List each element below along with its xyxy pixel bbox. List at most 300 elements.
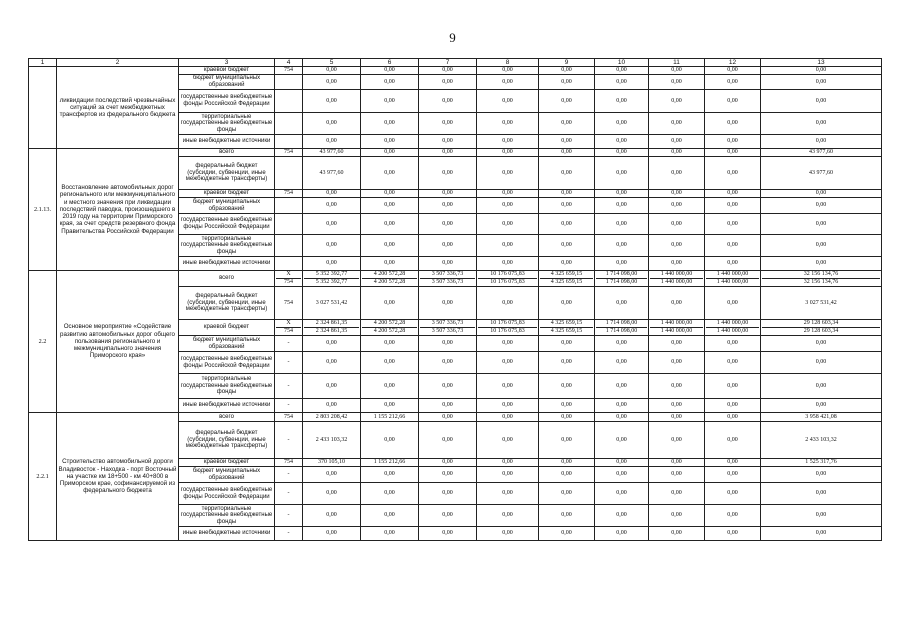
header-cell: 2 [57, 59, 179, 67]
amount-cell: 0,00 [761, 399, 882, 413]
amount-cell [705, 271, 761, 287]
amount-cell: 0,00 [595, 374, 649, 399]
grbs-code [275, 235, 303, 257]
amount-cell: 0,00 [303, 352, 361, 374]
amount-cell: 2 433 103,32 [761, 422, 882, 459]
amount-cell: 0,00 [419, 505, 477, 527]
amount-cell: 0,00 [477, 135, 539, 149]
grbs-code [275, 75, 303, 90]
amount-cell: 0,00 [705, 505, 761, 527]
header-cell: 5 [303, 59, 361, 67]
amount-cell: 3 027 531,42 [761, 287, 882, 320]
funding-source: краевой бюджет [179, 67, 275, 75]
amount-cell: 0,00 [361, 235, 419, 257]
funding-source: всего [179, 149, 275, 157]
amount-cell: 0,00 [705, 113, 761, 135]
grbs-code-line: 754 [276, 327, 301, 335]
amount-cell: 0,00 [539, 399, 595, 413]
grbs-code [275, 320, 303, 336]
amount-cell: 0,00 [361, 157, 419, 190]
amount-cell: 0,00 [595, 527, 649, 541]
amount-cell: 0,00 [595, 90, 649, 113]
amount-cell: 0,00 [539, 413, 595, 422]
amount-cell: 0,00 [539, 352, 595, 374]
grbs-code: 754 [275, 287, 303, 320]
amount-cell: 0,00 [419, 90, 477, 113]
amount-cell: 0,00 [303, 90, 361, 113]
amount-cell: 0,00 [419, 287, 477, 320]
table-row [29, 413, 882, 422]
amount-cell: 0,00 [539, 198, 595, 214]
funding-source: иные внебюджетные источники [179, 257, 275, 271]
amount-cell: 0,00 [595, 287, 649, 320]
amount-cell: 0,00 [595, 157, 649, 190]
amount-cell: 0,00 [705, 399, 761, 413]
amount-cell: 0,00 [595, 198, 649, 214]
amount-cell: 0,00 [649, 399, 705, 413]
amount-line: 4 325 659,15 [540, 278, 593, 286]
table-row [29, 67, 882, 75]
amount-cell: 0,00 [649, 157, 705, 190]
header-cell: 8 [477, 59, 539, 67]
amount-cell: 0,00 [419, 235, 477, 257]
amount-cell: 0,00 [303, 336, 361, 352]
amount-cell: 0,00 [705, 483, 761, 505]
measure-name: Строительство автомобильной дороги Владивосток - Находка - порт Восточный на участке км 18+500 - км 40+800 в Приморском крае, софинансируемой из федерального бюджета [57, 413, 179, 541]
funding-source: краевой бюджет [179, 190, 275, 198]
measure-name: ликвидации последствий чрезвычайных ситуаций за счет межбюджетных трансфертов из федерального бюджета [57, 67, 179, 149]
amount-cell: 0,00 [539, 214, 595, 235]
amount-cell: 0,00 [477, 413, 539, 422]
amount-cell: 43 977,60 [761, 149, 882, 157]
amount-cell: 0,00 [477, 422, 539, 459]
amount-cell: 0,00 [477, 467, 539, 483]
amount-cell: 43 977,60 [761, 157, 882, 190]
amount-cell [361, 320, 419, 336]
amount-cell: 0,00 [649, 459, 705, 467]
grbs-code: 754 [275, 413, 303, 422]
amount-cell: 0,00 [761, 483, 882, 505]
grbs-code [275, 257, 303, 271]
funding-source: бюджет муниципальных образований [179, 467, 275, 483]
amount-cell: 0,00 [649, 75, 705, 90]
amount-cell: 3 958 421,08 [761, 413, 882, 422]
amount-cell: 0,00 [761, 75, 882, 90]
amount-cell: 2 803 208,42 [303, 413, 361, 422]
grbs-code [275, 113, 303, 135]
amount-line: 4 325 659,15 [550, 320, 583, 326]
amount-cell: 0,00 [761, 467, 882, 483]
measure-name: Основное мероприятие «Содействие развитию автомобильных дорог общего пользования регионального и межмуниципального значения Приморского края» [57, 271, 179, 413]
amount-cell: 0,00 [649, 90, 705, 113]
amount-line: 4 200 572,28 [362, 327, 417, 335]
amount-cell: 0,00 [539, 483, 595, 505]
amount-cell: 0,00 [419, 135, 477, 149]
amount-line: 10 176 075,83 [490, 271, 525, 277]
table-row [29, 271, 882, 287]
amount-cell: 0,00 [705, 459, 761, 467]
amount-cell: 0,00 [649, 113, 705, 135]
funding-source: иные внебюджетные источники [179, 399, 275, 413]
amount-line: 32 156 134,76 [762, 278, 880, 286]
amount-cell: 0,00 [419, 257, 477, 271]
amount-cell: 0,00 [477, 214, 539, 235]
amount-cell: 0,00 [705, 214, 761, 235]
amount-cell: 0,00 [705, 198, 761, 214]
funding-source: федеральный бюджет (субсидии, субвенции, иные межбюджетные трансферты) [179, 422, 275, 459]
amount-cell: 0,00 [649, 198, 705, 214]
amount-cell: 0,00 [761, 257, 882, 271]
amount-cell [361, 271, 419, 287]
grbs-code: - [275, 336, 303, 352]
amount-cell: 0,00 [477, 459, 539, 467]
amount-line: 2 324 861,35 [304, 327, 359, 335]
amount-cell: 43 977,60 [303, 157, 361, 190]
amount-cell: 0,00 [649, 374, 705, 399]
amount-cell: 0,00 [361, 483, 419, 505]
grbs-code [275, 90, 303, 113]
amount-line: 10 176 075,83 [490, 320, 525, 326]
amount-cell: 0,00 [303, 67, 361, 75]
amount-cell: 0,00 [303, 75, 361, 90]
header-cell: 1 [29, 59, 57, 67]
header-cell: 13 [761, 59, 882, 67]
amount-cell: 0,00 [419, 75, 477, 90]
amount-cell: 0,00 [361, 190, 419, 198]
amount-cell: 3 027 531,42 [303, 287, 361, 320]
amount-cell: 0,00 [361, 399, 419, 413]
amount-cell: 0,00 [649, 505, 705, 527]
amount-cell: 0,00 [477, 90, 539, 113]
grbs-code [275, 214, 303, 235]
grbs-code: - [275, 374, 303, 399]
row-code: 2.1.13. [29, 149, 57, 271]
amount-cell: 0,00 [705, 352, 761, 374]
amount-cell: 0,00 [419, 527, 477, 541]
amount-cell: 0,00 [705, 90, 761, 113]
funding-source: государственные внебюджетные фонды Российской Федерации [179, 483, 275, 505]
amount-cell: 0,00 [705, 422, 761, 459]
amount-cell: 0,00 [595, 149, 649, 157]
amount-line: 1 440 000,00 [716, 320, 749, 326]
amount-cell: 0,00 [539, 90, 595, 113]
measure-name: Восстановление автомобильных дорог регионального или межмуниципального и местного значения при ликвидации последствий паводка, произошедшего в 2019 году на территории Приморского края, за счет средств резервного фонда Правительства Российской Федерации [57, 149, 179, 271]
amount-cell: 0,00 [649, 214, 705, 235]
amount-cell: 0,00 [419, 149, 477, 157]
amount-cell: 0,00 [705, 527, 761, 541]
funding-source: территориальные государственные внебюджетные фонды [179, 235, 275, 257]
amount-cell: 0,00 [419, 198, 477, 214]
amount-cell: 0,00 [761, 235, 882, 257]
amount-cell [419, 271, 477, 287]
amount-line: 1 440 000,00 [660, 271, 693, 277]
amount-cell: 0,00 [705, 413, 761, 422]
amount-cell [649, 320, 705, 336]
amount-line: 29 128 603,34 [803, 320, 839, 326]
amount-cell: 0,00 [419, 399, 477, 413]
amount-cell: 0,00 [705, 190, 761, 198]
amount-cell: 0,00 [303, 399, 361, 413]
amount-cell: 0,00 [361, 214, 419, 235]
amount-cell: 0,00 [595, 67, 649, 75]
amount-line: 1 440 000,00 [716, 271, 749, 277]
amount-cell: 0,00 [303, 257, 361, 271]
amount-cell: 0,00 [595, 190, 649, 198]
amount-cell: 370 105,10 [303, 459, 361, 467]
amount-line: 3 507 336,73 [431, 271, 464, 277]
amount-cell: 0,00 [595, 113, 649, 135]
amount-line: 10 176 075,83 [478, 327, 537, 335]
amount-cell: 0,00 [595, 467, 649, 483]
amount-cell: 0,00 [477, 113, 539, 135]
grbs-code: - [275, 505, 303, 527]
amount-cell: 0,00 [705, 149, 761, 157]
amount-cell [761, 271, 882, 287]
amount-cell: 0,00 [649, 67, 705, 75]
grbs-code-line: X [286, 320, 291, 326]
amount-line: 3 507 336,73 [431, 320, 464, 326]
amount-cell: 0,00 [705, 287, 761, 320]
amount-line: 29 128 603,34 [762, 327, 880, 335]
amount-cell: 0,00 [303, 190, 361, 198]
amount-cell [595, 271, 649, 287]
budget-table [28, 58, 882, 541]
grbs-code: 754 [275, 190, 303, 198]
header-cell: 11 [649, 59, 705, 67]
amount-cell: 0,00 [477, 198, 539, 214]
amount-cell: 0,00 [595, 235, 649, 257]
amount-cell [649, 271, 705, 287]
amount-cell: 0,00 [477, 235, 539, 257]
amount-cell: 0,00 [595, 257, 649, 271]
row-code: 2.2.1 [29, 413, 57, 541]
funding-source: федеральный бюджет (субсидии, субвенции, иные межбюджетные трансферты) [179, 157, 275, 190]
header-cell: 3 [179, 59, 275, 67]
amount-cell: 0,00 [361, 374, 419, 399]
amount-cell [303, 271, 361, 287]
header-cell: 4 [275, 59, 303, 67]
amount-cell: 0,00 [705, 336, 761, 352]
amount-line: 2 324 861,35 [315, 320, 348, 326]
amount-cell: 0,00 [419, 336, 477, 352]
grbs-code: 754 [275, 67, 303, 75]
amount-cell: 0,00 [361, 198, 419, 214]
grbs-code: - [275, 467, 303, 483]
amount-cell: 0,00 [761, 198, 882, 214]
amount-cell: 0,00 [303, 113, 361, 135]
amount-cell: 0,00 [649, 483, 705, 505]
amount-cell: 0,00 [477, 190, 539, 198]
amount-cell [761, 320, 882, 336]
amount-cell: 0,00 [595, 483, 649, 505]
amount-cell: 0,00 [649, 422, 705, 459]
amount-line: 1 714 098,00 [596, 278, 647, 286]
amount-cell: 0,00 [361, 113, 419, 135]
amount-cell [539, 320, 595, 336]
amount-cell: 0,00 [303, 467, 361, 483]
amount-cell: 0,00 [539, 113, 595, 135]
amount-cell: 0,00 [649, 467, 705, 483]
amount-cell [539, 271, 595, 287]
amount-line: 4 325 659,15 [540, 327, 593, 335]
amount-cell: 0,00 [303, 135, 361, 149]
amount-cell: 0,00 [477, 67, 539, 75]
amount-cell: 0,00 [361, 75, 419, 90]
amount-cell: 0,00 [477, 505, 539, 527]
funding-source: территориальные государственные внебюджетные фонды [179, 113, 275, 135]
amount-line: 1 440 000,00 [650, 327, 703, 335]
amount-cell: 0,00 [649, 287, 705, 320]
amount-cell: 0,00 [477, 483, 539, 505]
amount-cell: 0,00 [761, 113, 882, 135]
funding-source: территориальные государственные внебюджетные фонды [179, 505, 275, 527]
amount-cell: 0,00 [595, 336, 649, 352]
amount-cell: 0,00 [303, 235, 361, 257]
amount-cell: 0,00 [761, 135, 882, 149]
amount-cell: 0,00 [419, 413, 477, 422]
amount-cell: 0,00 [595, 505, 649, 527]
amount-cell: 0,00 [303, 483, 361, 505]
amount-cell: 0,00 [539, 422, 595, 459]
amount-cell [705, 320, 761, 336]
amount-cell: 0,00 [361, 135, 419, 149]
amount-cell: 0,00 [539, 257, 595, 271]
amount-cell [303, 320, 361, 336]
amount-cell: 0,00 [595, 422, 649, 459]
amount-cell [477, 320, 539, 336]
amount-cell: 0,00 [361, 467, 419, 483]
amount-cell: 0,00 [539, 527, 595, 541]
grbs-code: - [275, 527, 303, 541]
amount-cell: 0,00 [649, 527, 705, 541]
amount-cell: 0,00 [705, 374, 761, 399]
amount-line: 3 507 336,73 [420, 278, 475, 286]
amount-cell: 0,00 [705, 235, 761, 257]
amount-cell: 0,00 [595, 135, 649, 149]
amount-cell: 0,00 [361, 287, 419, 320]
amount-cell: 0,00 [477, 374, 539, 399]
amount-cell: 0,00 [539, 75, 595, 90]
grbs-code: 754 [275, 149, 303, 157]
amount-cell: 0,00 [477, 149, 539, 157]
amount-cell: 0,00 [419, 157, 477, 190]
amount-cell: 0,00 [649, 413, 705, 422]
amount-cell: 0,00 [539, 336, 595, 352]
header-cell: 6 [361, 59, 419, 67]
amount-cell: 0,00 [303, 374, 361, 399]
amount-cell: 0,00 [539, 459, 595, 467]
amount-cell: 0,00 [595, 214, 649, 235]
grbs-code: - [275, 352, 303, 374]
amount-line: 4 200 572,28 [373, 320, 406, 326]
amount-cell: 0,00 [539, 467, 595, 483]
amount-cell: 0,00 [595, 459, 649, 467]
table-row [29, 149, 882, 157]
amount-cell: 0,00 [303, 527, 361, 541]
amount-cell: 0,00 [761, 374, 882, 399]
amount-cell: 0,00 [419, 113, 477, 135]
amount-cell: 0,00 [539, 67, 595, 75]
amount-cell: 0,00 [419, 374, 477, 399]
amount-cell: 0,00 [761, 190, 882, 198]
amount-cell: 0,00 [761, 527, 882, 541]
amount-cell: 0,00 [705, 135, 761, 149]
amount-cell [595, 320, 649, 336]
amount-cell: 0,00 [419, 467, 477, 483]
amount-cell: 0,00 [419, 352, 477, 374]
amount-cell: 0,00 [705, 67, 761, 75]
amount-cell: 0,00 [361, 352, 419, 374]
amount-cell: 2 433 103,32 [303, 422, 361, 459]
amount-cell: 0,00 [539, 505, 595, 527]
amount-cell: 0,00 [419, 214, 477, 235]
header-row [29, 59, 882, 67]
funding-source: государственные внебюджетные фонды Российской Федерации [179, 352, 275, 374]
amount-cell: 0,00 [649, 257, 705, 271]
amount-cell: 43 977,60 [303, 149, 361, 157]
funding-source: государственные внебюджетные фонды Российской Федерации [179, 214, 275, 235]
grbs-code-line: 754 [276, 278, 301, 286]
amount-cell: 0,00 [477, 527, 539, 541]
funding-source: государственные внебюджетные фонды Российской Федерации [179, 90, 275, 113]
page-number: 9 [449, 30, 456, 45]
amount-cell: 0,00 [303, 505, 361, 527]
funding-source: краевой бюджет [179, 320, 275, 336]
amount-cell [477, 271, 539, 287]
amount-line: 1 714 098,00 [596, 327, 647, 335]
funding-source: иные внебюджетные источники [179, 527, 275, 541]
amount-line: 1 714 098,00 [605, 271, 638, 277]
amount-cell: 0,00 [761, 67, 882, 75]
amount-cell: 0,00 [539, 157, 595, 190]
amount-cell: 0,00 [649, 190, 705, 198]
amount-cell: 0,00 [761, 336, 882, 352]
grbs-code [275, 271, 303, 287]
amount-cell: 0,00 [705, 467, 761, 483]
amount-cell: 0,00 [649, 336, 705, 352]
amount-line: 1 440 000,00 [660, 320, 693, 326]
amount-line: 1 440 000,00 [650, 278, 703, 286]
amount-line: 10 176 075,83 [478, 278, 537, 286]
amount-cell: 0,00 [419, 459, 477, 467]
funding-source: территориальные государственные внебюджетные фонды [179, 374, 275, 399]
amount-cell: 0,00 [539, 190, 595, 198]
grbs-code [275, 135, 303, 149]
grbs-code: - [275, 483, 303, 505]
amount-cell: 0,00 [761, 214, 882, 235]
amount-line: 1 714 098,00 [605, 320, 638, 326]
amount-cell: 0,00 [761, 352, 882, 374]
amount-cell: 0,00 [477, 157, 539, 190]
funding-source: бюджет муниципальных образований [179, 198, 275, 214]
amount-cell: 0,00 [595, 75, 649, 90]
amount-cell: 0,00 [419, 422, 477, 459]
amount-line: 3 507 336,73 [420, 327, 475, 335]
funding-source: иные внебюджетные источники [179, 135, 275, 149]
amount-cell: 0,00 [539, 374, 595, 399]
amount-cell: 0,00 [419, 483, 477, 505]
amount-cell: 0,00 [705, 157, 761, 190]
amount-cell: 0,00 [649, 149, 705, 157]
header-cell: 7 [419, 59, 477, 67]
amount-cell: 0,00 [761, 505, 882, 527]
amount-line: 1 440 000,00 [706, 327, 759, 335]
amount-cell: 0,00 [539, 287, 595, 320]
amount-line: 4 325 659,15 [550, 271, 583, 277]
amount-cell: 0,00 [649, 352, 705, 374]
amount-cell: 0,00 [649, 235, 705, 257]
amount-cell: 0,00 [303, 198, 361, 214]
